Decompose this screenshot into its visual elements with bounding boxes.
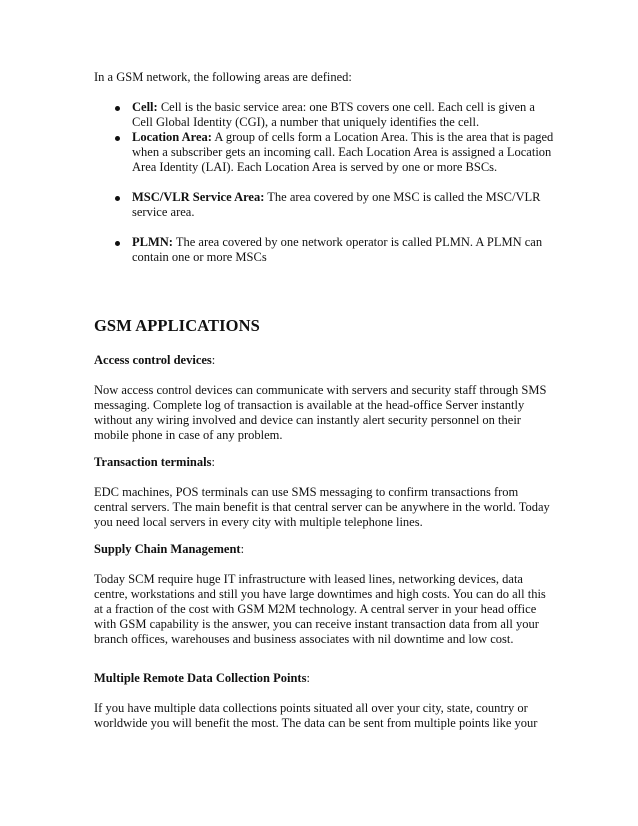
title-colon: : — [306, 671, 310, 685]
section-title: Supply Chain Management — [94, 542, 241, 556]
section-body: EDC machines, POS terminals can use SMS messaging to confirm transactions from central servers. The main benefit is that central server can be anywhere in the world. Today you need local servers in every city with multiple telephone lines. — [94, 485, 550, 529]
section-title: Access control devices — [94, 353, 212, 367]
bullet-term: Location Area: — [132, 130, 212, 144]
list-item — [94, 190, 554, 220]
bullet-term: PLMN: — [132, 235, 173, 249]
section-title: Transaction terminals — [94, 455, 212, 469]
bullet-text: A group of cells form a Location Area. This is the area that is paged when a subscriber gets an incoming call. Each Location Area is assigned a Location Area Identity (LAI). Each Location Area is served by one or more BSCs. — [132, 130, 554, 174]
bullet-text: The area covered by one MSC is called the MSC/VLR service area. — [132, 190, 541, 219]
section-body: Now access control devices can communicate with servers and security staff through SMS messaging. Complete log of transaction is available at the head-office Server instantly without any wiring involved and device can instantly alert security personnel on their mobile phone in case of any problem. — [94, 383, 547, 442]
section-title: Multiple Remote Data Collection Points — [94, 671, 307, 685]
list-item — [94, 100, 554, 130]
bullet-text: The area covered by one network operator is called PLMN. A PLMN can contain one or more MSCs — [132, 235, 543, 264]
list-item — [94, 235, 554, 265]
section-access-control — [94, 353, 554, 443]
section-heading: GSM APPLICATIONS — [94, 316, 260, 335]
bullet-icon — [115, 196, 120, 201]
bullet-term: MSC/VLR Service Area: — [132, 190, 265, 204]
section-supply-chain — [94, 542, 554, 647]
title-colon: : — [211, 353, 216, 367]
title-colon: : — [240, 542, 245, 556]
section-transaction-terminals — [94, 455, 554, 530]
section-body: If you have multiple data collections points situated all over your city, state, country or worldwide you will benefit the most. The data can be sent from multiple points like your — [94, 701, 538, 730]
bullet-text: Cell is the basic service area: one BTS covers one cell. Each cell is given a Cell Global Identity (CGI), a number that uniquely identifies the cell. — [132, 100, 535, 129]
bullet-icon — [115, 136, 120, 141]
section-body: Today SCM require huge IT infrastructure with leased lines, networking devices, data centre, workstations and still you have large downtimes and high costs. You can do all this at a fraction of the cost with GSM M2M technology. A central server in your head office with GSM capability is the answer, you can receive instant transaction data from all your branch offices, warehouses and business associates with nil downtime and low cost. — [94, 572, 546, 646]
list-item — [94, 130, 554, 175]
areas-list — [94, 100, 554, 265]
bullet-term: Cell: — [132, 100, 158, 114]
bullet-icon — [115, 241, 120, 246]
intro-text: In a GSM network, the following areas are defined: — [94, 70, 352, 84]
section-remote-data — [94, 671, 554, 731]
title-colon: : — [211, 455, 215, 469]
bullet-icon — [115, 106, 120, 111]
